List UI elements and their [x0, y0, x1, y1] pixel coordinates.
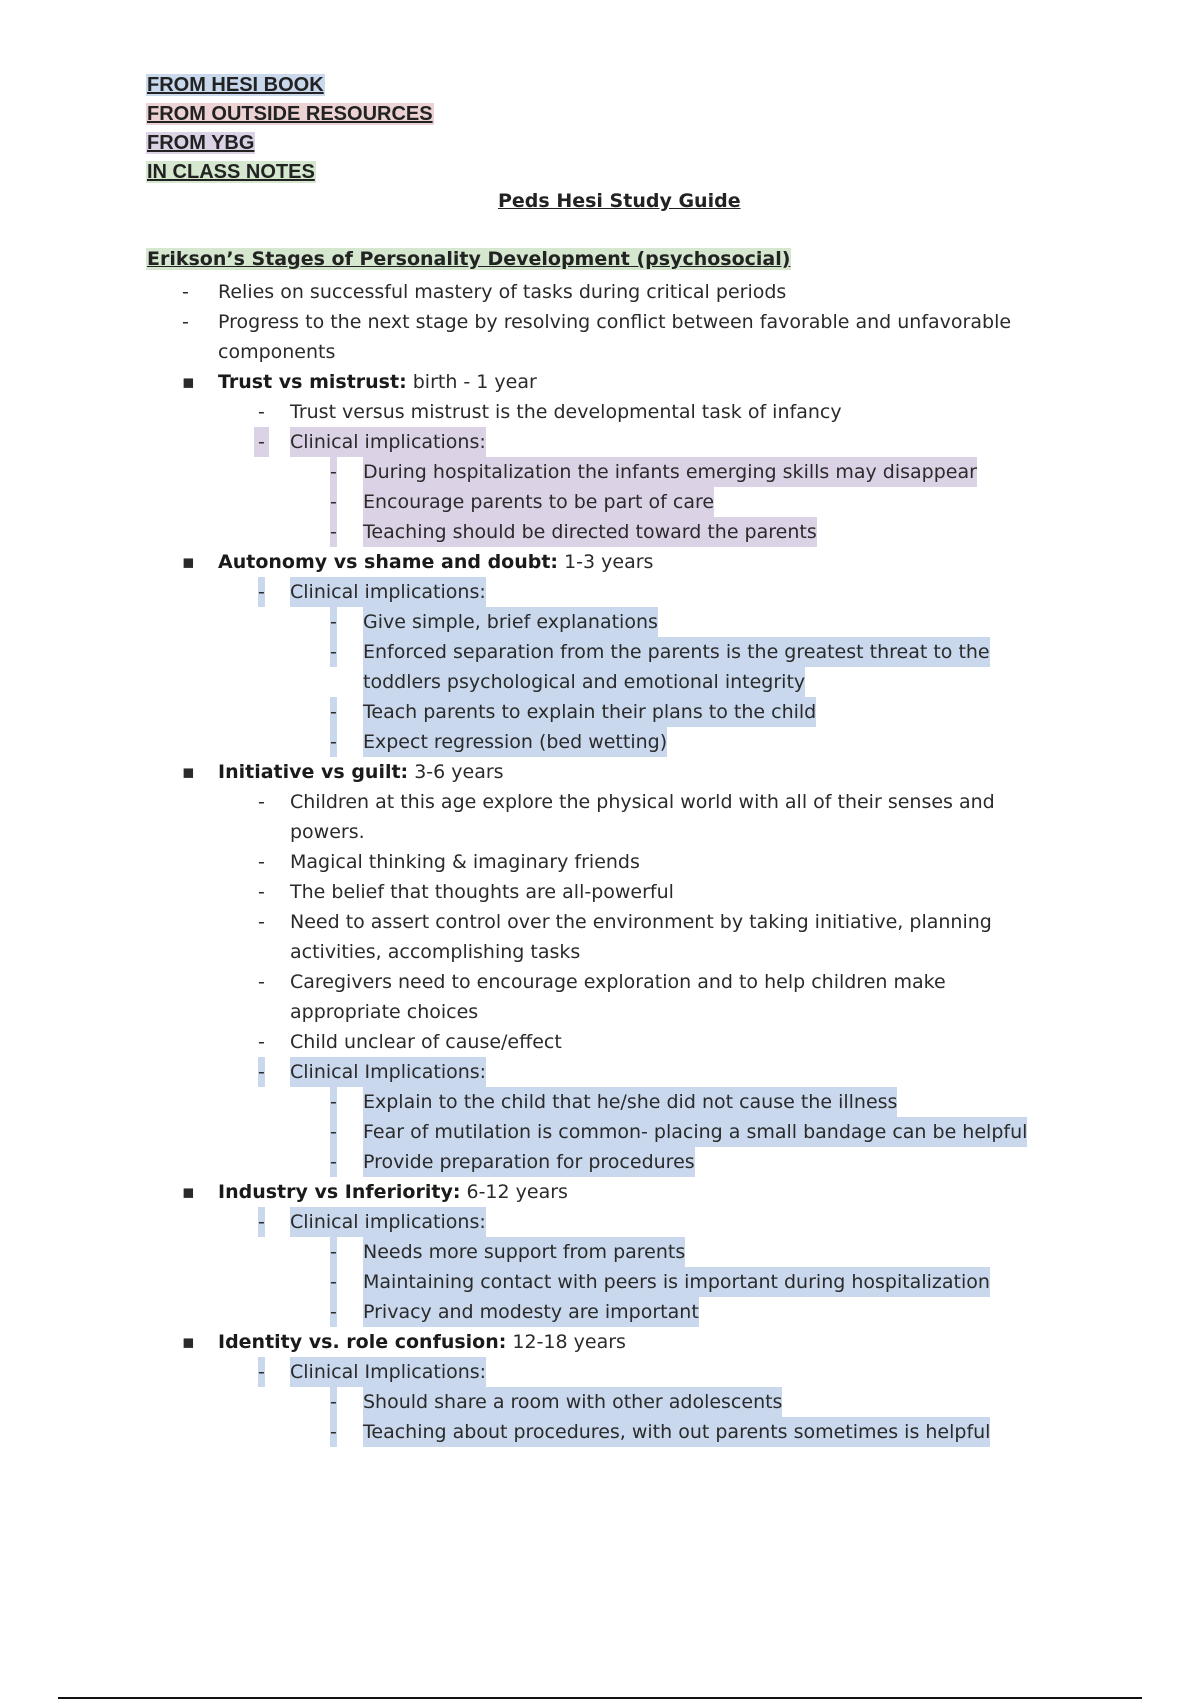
legend-class-notes: IN CLASS NOTES [147, 161, 315, 183]
legend-outside-resources: FROM OUTSIDE RESOURCES [147, 103, 433, 125]
page-bottom-divider [58, 1697, 1142, 1699]
legend-ybg: FROM YBG [147, 132, 255, 154]
section-title: Erikson’s Stages of Personality Development (psychosocial) [147, 248, 791, 270]
page-title: Peds Hesi Study Guide [498, 190, 741, 212]
color-legend [146, 71, 434, 187]
legend-hesi-book: FROM HESI BOOK [147, 74, 324, 96]
